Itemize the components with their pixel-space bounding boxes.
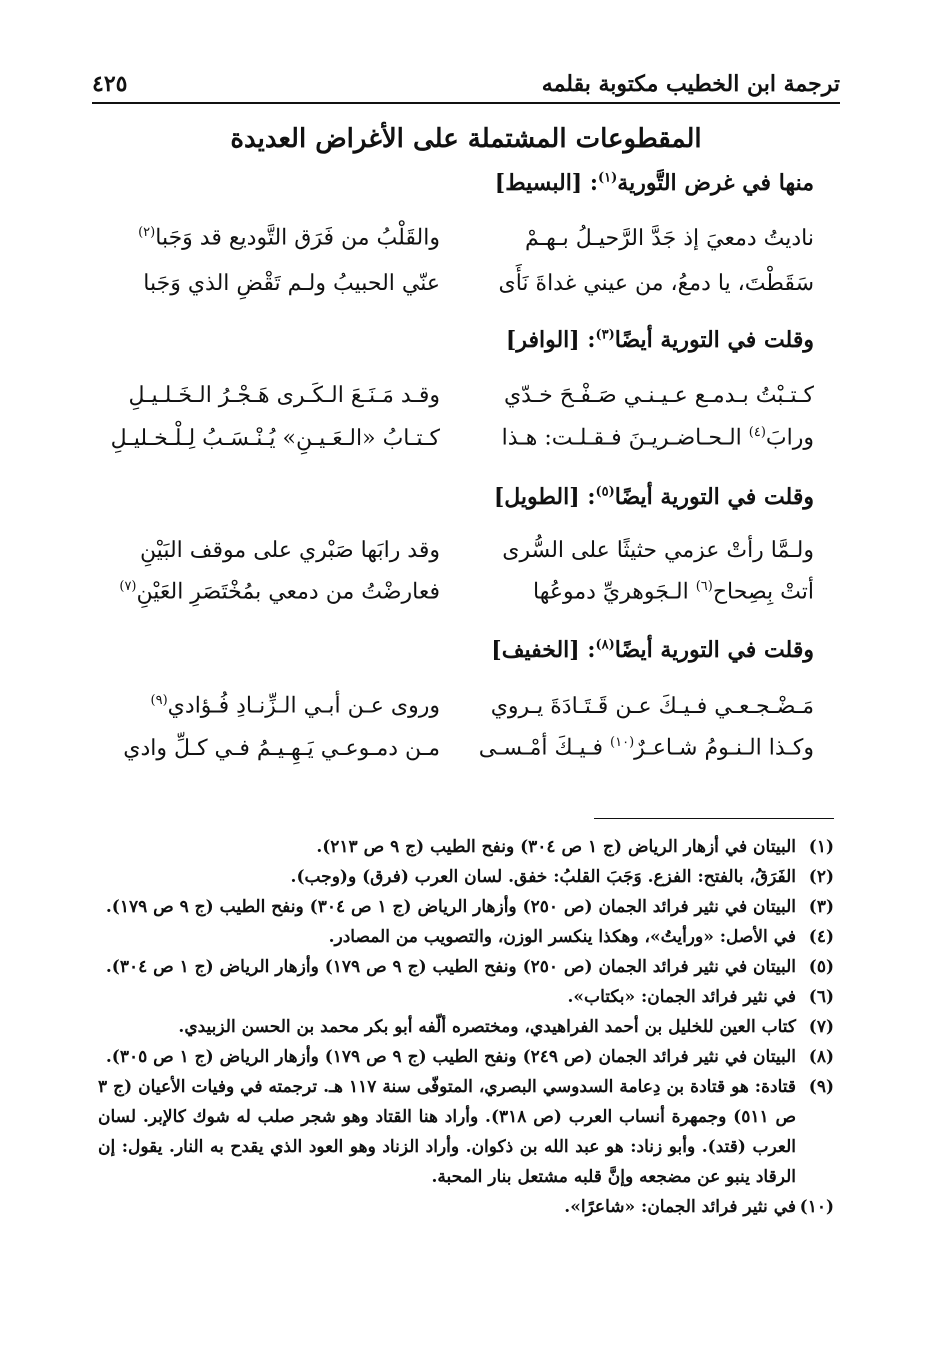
second-hemistich-text: والقَلْبُ من فَرَق التَّوديع قد وَجَبا bbox=[155, 225, 440, 251]
footnote bbox=[98, 832, 834, 862]
intro-text: وقلت في التورية أيضًا bbox=[614, 327, 814, 353]
footnote bbox=[98, 982, 834, 1012]
footnote-text: البيتان في نثير فرائد الجمان (ص ٢٥٠) وأزهار الرياض (ج ١ ص ٣٠٤) ونفح الطيب (ج ٩ ص ١٧٩). bbox=[105, 897, 796, 917]
footnote-ref: (٩) bbox=[150, 693, 168, 709]
second-hemistich: وقـد مَـنَـعَ الـكَـرى هَـجْـرُ الـخَـلـيـلِ bbox=[128, 382, 440, 408]
footnote-text: في نثير فرائد الجمان: «شاعرًا». bbox=[564, 1197, 796, 1217]
page-header bbox=[92, 66, 840, 104]
footnote bbox=[98, 1012, 834, 1042]
footnote bbox=[98, 1072, 834, 1192]
first-hemistich: كـتـبْتُ بـدمـع عـيـنـي صَـفْـحَ خـدّي bbox=[503, 382, 814, 408]
footnote-ref: (٦) bbox=[695, 579, 713, 595]
footnote-number: (٣) bbox=[808, 897, 834, 917]
footnote-ref: (٣) bbox=[595, 327, 615, 343]
footnote-number: (٩) bbox=[808, 1077, 834, 1097]
intro-text: وقلت في التورية أيضًا bbox=[614, 484, 814, 510]
footnote-text: في نثير فرائد الجمان: «بكتاب». bbox=[567, 987, 796, 1007]
footnote bbox=[98, 952, 834, 982]
meter-label: : [الخفيف] bbox=[491, 637, 596, 663]
footnotes bbox=[98, 832, 834, 1222]
footnote-number: (٥) bbox=[808, 957, 834, 977]
verse-line bbox=[118, 263, 814, 303]
footnote-ref: (٧) bbox=[119, 579, 137, 595]
footnote-text: البيتان في نثير فرائد الجمان (ص ٢٥٠) ونفح الطيب (ج ٩ ص ١٧٩) وأزهار الرياض (ج ١ ص ٣٠٤). bbox=[105, 957, 796, 977]
first-hemistich: مَـضْـجـعـي فـيـكَ عـن قَـتَـادَةَ يـروي bbox=[490, 693, 814, 719]
meter-label: : [الطويل] bbox=[493, 484, 596, 510]
first-hemistich bbox=[492, 579, 814, 604]
footnote-number: (١) bbox=[808, 837, 834, 857]
footnote-number: (٤) bbox=[808, 927, 834, 947]
footnote bbox=[98, 1192, 834, 1222]
footnote-ref: (٨) bbox=[595, 637, 615, 653]
footnote-number: (٧) bbox=[808, 1017, 834, 1037]
first-hemistich: ولـمَّا رأتْ عزمي حثيثًا على السُّرى bbox=[502, 537, 814, 563]
first-hemistich bbox=[492, 425, 814, 450]
hemistich-part: الـجَوهريِّ دموعُها bbox=[533, 579, 696, 605]
poem-intro bbox=[491, 637, 814, 663]
verse-line bbox=[118, 218, 814, 258]
second-hemistich bbox=[118, 693, 440, 718]
hemistich-part: أتتْ بِصِحاح bbox=[712, 579, 814, 605]
footnote-ref: (٥) bbox=[595, 484, 615, 500]
hemistich-part: وكـذا الـنـومُ شـاعـرٌ bbox=[634, 735, 814, 761]
section-title: المقطوعات المشتملة على الأغراض العديدة bbox=[230, 124, 702, 154]
second-hemistich bbox=[118, 225, 440, 250]
footnote-number: (١٠) bbox=[799, 1197, 834, 1217]
footnote-text: الفَرَقُ، بالفتح: الفزع. وَجَبَ القلبُ: خفق. لسان العرب (فرق) و(وجب). bbox=[290, 867, 796, 887]
footnote bbox=[98, 862, 834, 892]
footnote-number: (٨) bbox=[808, 1047, 834, 1067]
second-hemistich: عنّي الحبيبُ ولـم تَقْضِ الذي وَجَبا bbox=[143, 270, 440, 296]
meter-label: : [الوافر] bbox=[505, 327, 596, 353]
footnote bbox=[98, 1042, 834, 1072]
footnote bbox=[98, 922, 834, 952]
poem-intro bbox=[494, 484, 814, 510]
footnote-ref: (٤) bbox=[748, 425, 766, 441]
second-hemistich: مـن دمـوعـي يَـهِـيـمُ فـي كـلِّ وادي bbox=[123, 735, 440, 761]
verse-line bbox=[110, 418, 814, 458]
footnote-text: في الأصل: «ورأيتُ»، وهكذا ينكسر الوزن، والتصويب من المصادر. bbox=[328, 927, 796, 947]
first-hemistich: سَقَطْتَ، يا دمعُ، من عيني غداةَ نَأَى bbox=[498, 270, 814, 296]
intro-text: منها في غرض التَّورية bbox=[617, 170, 814, 196]
second-hemistich bbox=[118, 579, 440, 604]
verse-line bbox=[118, 572, 814, 612]
verse-line bbox=[118, 686, 814, 726]
hemistich-part: الـحـاضـريـنَ فـقـلـت: هـذا bbox=[501, 425, 749, 451]
first-hemistich bbox=[478, 735, 814, 761]
hemistich-part: ورابَ bbox=[765, 425, 814, 451]
second-hemistich-text: وروى عـن أبـي الـزِّنـادِ فُـؤادي bbox=[167, 693, 440, 719]
verse-line bbox=[118, 728, 814, 768]
footnote bbox=[98, 892, 834, 922]
intro-text: وقلت في التورية أيضًا bbox=[614, 637, 814, 663]
footnote-number: (٦) bbox=[808, 987, 834, 1007]
poem-intro bbox=[506, 327, 814, 353]
meter-label: : [البسيط] bbox=[494, 170, 598, 196]
footnote-ref: (٢) bbox=[138, 225, 156, 241]
page-number: ٤٢٥ bbox=[92, 71, 128, 97]
first-hemistich: ناديتُ دمعيَ إذ جَدَّ الرَّحيـلُ بـهـمْ bbox=[525, 225, 814, 251]
footnote-text: كتاب العين للخليل بن أحمد الفراهيدي، ومختصره ألّفه أبو بكر محمد بن الحسن الزبيدي. bbox=[178, 1017, 796, 1037]
footnote-divider bbox=[594, 818, 834, 819]
footnote-text: قتادة: هو قتادة بن دِعامة السدوسي البصري، المتوفّى سنة ١١٧ هـ. ترجمته في وفيات الأعيان (ج ٣ ص ٥١١) وجمهرة أنساب العرب (ص ٣١٨). وأراد هنا القتاد وهو شجر صلب له شوك كالإبر. لسان العرب (قتد). وأبو زناد: هو عبد الله بن ذكوان. وأراد الزناد وهو العود الذي يقدح به النار. يقول: إن الرقاد ينبو عن مضجعه وإنَّ قلبه مشتعل بنار المحبة. bbox=[98, 1077, 796, 1187]
verse-line bbox=[118, 375, 814, 415]
second-hemistich-text: فعارضْتُ من دمعي بمُخْتَصَرِ العَيْنِ bbox=[136, 579, 440, 605]
footnote-ref: (١٠) bbox=[610, 735, 635, 751]
poem-intro bbox=[495, 170, 814, 196]
footnote-ref: (١) bbox=[598, 170, 618, 186]
footnote-text: البيتان في نثير فرائد الجمان (ص ٢٤٩) ونفح الطيب (ج ٩ ص ١٧٩) وأزهار الرياض (ج ١ ص ٣٠٥). bbox=[105, 1047, 796, 1067]
hemistich-part: فـيـكَ أمْـسـى bbox=[478, 735, 611, 761]
verse-line bbox=[118, 530, 814, 570]
second-hemistich: وقد رابَها صَبْري على موقف البَيْنِ bbox=[139, 537, 440, 563]
footnote-number: (٢) bbox=[808, 867, 834, 887]
running-title: ترجمة ابن الخطيب مكتوبة بقلمه bbox=[541, 71, 840, 97]
second-hemistich: كـتـابُ «الـعَـيـنِ» يُـنْـسَـبُ لِـلْـخـليـلِ bbox=[110, 425, 440, 451]
footnote-text: البيتان في أزهار الرياض (ج ١ ص ٣٠٤) ونفح الطيب (ج ٩ ص ٢١٣). bbox=[316, 837, 796, 857]
